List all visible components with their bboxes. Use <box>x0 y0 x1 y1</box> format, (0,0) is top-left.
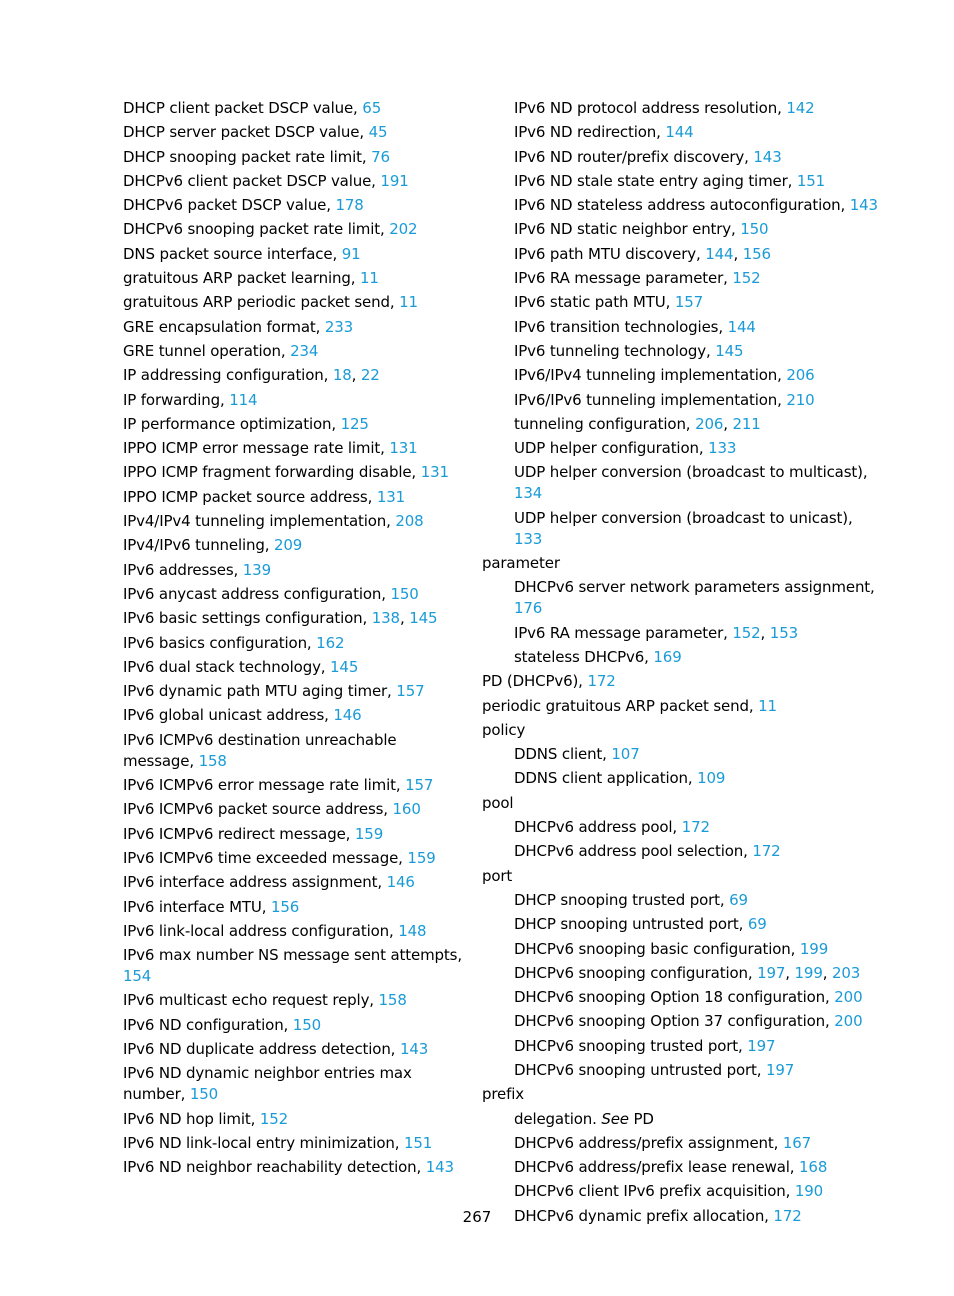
entry-text: IPv6 static path MTU, <box>514 293 675 312</box>
index-entry <box>123 438 468 459</box>
entry-text: DHCP snooping packet rate limit, <box>123 147 372 166</box>
page-link[interactable]: 11 <box>360 269 379 288</box>
page-link[interactable]: 144 <box>705 244 734 263</box>
index-entry <box>482 939 882 960</box>
page-link[interactable]: 172 <box>681 818 710 837</box>
index-heading <box>482 793 882 814</box>
index-entry: IP addressing configuration, 18, 22 <box>123 366 380 385</box>
index-column-right <box>482 98 882 1230</box>
index-heading <box>482 553 882 574</box>
page-link[interactable]: 69 <box>747 915 767 934</box>
entry-text: UDP helper configuration, <box>514 439 709 458</box>
index-entry <box>482 195 882 216</box>
index-entry <box>482 1036 882 1057</box>
page-link[interactable]: 197 <box>765 1060 795 1079</box>
index-entry <box>482 390 882 411</box>
index-entry <box>482 987 882 1008</box>
entry-text: IPv6 interface MTU, <box>123 897 271 916</box>
index-entry <box>123 1063 468 1105</box>
index-entry <box>123 462 468 483</box>
entry-text: IPv6 ND link-local entry minimization, <box>123 1133 405 1152</box>
page-link[interactable]: 150 <box>390 584 419 603</box>
page-link[interactable]: 154 <box>123 967 152 986</box>
page-link[interactable]: 133 <box>708 439 737 458</box>
index-entry <box>482 1133 882 1154</box>
index-entry: IPv6 RA message parameter, 152, 153 <box>514 623 798 642</box>
entry-text: IPv6 ND stateless address autoconfiguration, <box>514 196 850 215</box>
index-entry <box>123 990 468 1011</box>
page-link[interactable]: 152 <box>259 1109 289 1128</box>
index-entry <box>123 584 468 605</box>
page-link[interactable]: 191 <box>380 171 409 190</box>
page-number: 267 <box>462 1208 492 1226</box>
entry-text: port <box>482 866 513 885</box>
index-entry <box>482 647 882 668</box>
page-link[interactable]: 131 <box>376 487 406 506</box>
index-entry <box>482 341 882 362</box>
entry-text: IPv6 addresses, <box>123 560 243 579</box>
page-link[interactable]: 150 <box>292 1015 321 1034</box>
index-entry <box>482 438 882 459</box>
page-link[interactable]: 143 <box>753 147 782 166</box>
page-link[interactable]: 151 <box>404 1133 433 1152</box>
entry-text: IPv6 link-local address configuration, <box>123 921 399 940</box>
page-link[interactable]: 143 <box>849 196 878 215</box>
page-link[interactable]: 172 <box>587 672 616 691</box>
index-entry <box>482 508 882 550</box>
index-entry <box>123 1109 468 1130</box>
page-link[interactable]: 156 <box>270 897 300 916</box>
index-entry <box>123 171 468 192</box>
entry-text: IP performance optimization, <box>123 414 341 433</box>
entry-text: tunneling configuration, <box>514 414 696 433</box>
entry-text: DHCPv6 snooping packet rate limit, <box>123 220 390 239</box>
entry-text: IPv6 basics configuration, <box>123 633 317 652</box>
entry-text: DHCPv6 snooping Option 37 configuration, <box>514 1012 835 1031</box>
entry-text: DHCP server packet DSCP value, <box>123 123 369 142</box>
index-entry <box>123 775 468 796</box>
page-link[interactable]: 199 <box>794 963 823 982</box>
entry-text: IPv6 interface address assignment, <box>123 873 387 892</box>
index-heading <box>482 866 882 887</box>
page-link[interactable]: 150 <box>189 1085 219 1104</box>
page-link[interactable]: 234 <box>290 341 319 360</box>
entry-text: DHCP client packet DSCP value, <box>123 99 363 117</box>
index-entry <box>482 462 882 504</box>
page-link[interactable]: 208 <box>395 512 424 531</box>
page-link[interactable]: 190 <box>794 1182 824 1201</box>
entry-text: gratuitous ARP periodic packet send, <box>123 293 400 312</box>
entry-text: IPv4/IPv4 tunneling implementation, <box>123 512 396 531</box>
index-entry <box>123 872 468 893</box>
page-link[interactable]: 158 <box>198 751 227 770</box>
entry-text: IP addressing configuration, <box>123 366 333 385</box>
index-entry <box>482 817 882 838</box>
index-entry: IPv6 path MTU discovery, 144, 156 <box>514 244 771 263</box>
page-link[interactable]: 109 <box>697 769 726 788</box>
index-entry <box>123 1015 468 1036</box>
index-entry: DHCPv6 snooping configuration, 197, 199, 203 <box>514 963 861 982</box>
entry-text: IPv6 anycast address configuration, <box>123 584 391 603</box>
index-entry <box>123 681 468 702</box>
entry-text: UDP helper conversion (broadcast to unicast), <box>514 508 853 527</box>
entry-text: PD (DHCPv6), <box>482 672 588 691</box>
entry-text: stateless DHCPv6, <box>514 647 654 666</box>
entry-text: IPv4/IPv6 tunneling, <box>123 536 274 555</box>
page-link[interactable]: 203 <box>831 963 861 982</box>
index-column-left <box>123 98 468 1181</box>
index-entry <box>123 657 468 678</box>
entry-text: DHCPv6 snooping untrusted port, <box>514 1060 766 1079</box>
entry-text: IPv6/IPv4 tunneling implementation, <box>514 366 787 385</box>
page-link[interactable]: 143 <box>399 1039 429 1058</box>
page-link[interactable]: 22 <box>360 366 380 385</box>
entry-text: IPPO ICMP error message rate limit, <box>123 439 390 458</box>
page-link[interactable]: 144 <box>665 123 694 142</box>
entry-text: DDNS client, <box>514 745 612 764</box>
page-link[interactable]: 152 <box>732 269 761 288</box>
see-target: PD <box>628 1109 654 1128</box>
entry-text: IPv6 dynamic path MTU aging timer, <box>123 682 397 701</box>
entry-text: IPPO ICMP fragment forwarding disable, <box>123 463 421 482</box>
page-link[interactable]: 131 <box>420 463 449 482</box>
page-link[interactable]: 160 <box>392 800 421 819</box>
entry-text: DHCPv6 address pool selection, <box>514 842 753 861</box>
page-link[interactable]: 157 <box>396 682 425 701</box>
entry-text: DHCPv6 snooping Option 18 configuration, <box>514 988 835 1007</box>
entry-text: IPv6 ICMPv6 time exceeded message, <box>123 848 408 867</box>
page-link[interactable]: 139 <box>242 560 271 579</box>
index-entry <box>482 219 882 240</box>
page-link[interactable]: 134 <box>514 484 543 503</box>
index-entry <box>123 535 468 556</box>
entry-text: IPv6 global unicast address, <box>123 706 334 725</box>
page-link[interactable]: 200 <box>834 988 863 1007</box>
page-link[interactable]: 133 <box>514 529 543 548</box>
index-entry <box>123 1133 468 1154</box>
page-link[interactable]: 172 <box>752 842 781 861</box>
index-entry: IPv6 basic settings configuration, 138, 145 <box>123 609 438 628</box>
entry-text: DHCPv6 client IPv6 prefix acquisition, <box>514 1182 795 1201</box>
page-link[interactable]: 151 <box>796 171 826 190</box>
entry-text: prefix <box>482 1085 525 1104</box>
entry-text: gratuitous ARP packet learning, <box>123 269 361 288</box>
index-heading <box>482 671 882 692</box>
page-link[interactable]: 145 <box>715 341 744 360</box>
entry-text: IPv6 ND neighbor reachability detection, <box>123 1158 426 1177</box>
entry-text: IPv6 RA message parameter, <box>514 269 733 288</box>
entry-text: IPv6 ND redirection, <box>514 123 666 142</box>
page-link[interactable]: 145 <box>409 609 438 628</box>
page-link[interactable]: 45 <box>368 123 388 142</box>
page-link[interactable]: 176 <box>514 599 543 618</box>
page-link[interactable]: 69 <box>729 890 748 909</box>
index-entry <box>123 633 468 654</box>
page-link[interactable]: 142 <box>786 99 815 117</box>
entry-text: IPv6 multicast echo request reply, <box>123 991 379 1010</box>
index-entry <box>482 98 882 119</box>
index-entry <box>123 1157 468 1178</box>
entry-text: IPv6 ICMPv6 error message rate limit, <box>123 776 406 795</box>
entry-text: DHCPv6 snooping trusted port, <box>514 1036 748 1055</box>
entry-text: DDNS client application, <box>514 769 698 788</box>
page-link[interactable]: 211 <box>732 414 761 433</box>
entry-text: DHCPv6 dynamic prefix allocation, <box>514 1206 774 1225</box>
page-link[interactable]: 178 <box>335 196 364 215</box>
index-entry <box>123 414 468 435</box>
page-link[interactable]: 206 <box>786 366 815 385</box>
index-entry <box>123 244 468 265</box>
entry-text: policy <box>482 720 526 739</box>
index-entry <box>123 195 468 216</box>
page-link[interactable]: 131 <box>389 439 418 458</box>
index-entry <box>482 147 882 168</box>
page-link[interactable]: 138 <box>371 609 400 628</box>
page-link[interactable]: 91 <box>341 244 361 263</box>
index-entry <box>123 799 468 820</box>
index-entry <box>482 317 882 338</box>
page-link[interactable]: 107 <box>611 745 640 764</box>
page-link[interactable]: 200 <box>834 1012 863 1031</box>
entry-text: IPv6/IPv6 tunneling implementation, <box>514 390 787 409</box>
index-heading <box>482 720 882 741</box>
entry-text: DHCPv6 address pool, <box>514 818 682 837</box>
entry-text: IPv6 ND duplicate address detection, <box>123 1039 400 1058</box>
entry-text: DHCPv6 snooping basic configuration, <box>514 939 800 958</box>
entry-text: IPv6 dual stack technology, <box>123 657 331 676</box>
entry-text: IPv6 ICMPv6 packet source address, <box>123 800 393 819</box>
index-entry <box>482 268 882 289</box>
index-entry <box>123 560 468 581</box>
entry-text: DHCPv6 packet DSCP value, <box>123 196 336 215</box>
page-link[interactable]: 150 <box>740 220 769 239</box>
entry-text: IPv6 RA message parameter, <box>514 623 733 642</box>
entry-text: DNS packet source interface, <box>123 244 342 263</box>
index-entry <box>123 824 468 845</box>
index-entry <box>123 897 468 918</box>
page-link[interactable]: 206 <box>695 414 724 433</box>
entry-text: GRE encapsulation format, <box>123 317 325 336</box>
page-link[interactable]: 11 <box>758 696 777 715</box>
entry-text: DHCP snooping trusted port, <box>514 890 730 909</box>
index-entry <box>123 390 468 411</box>
index-entry <box>123 1039 468 1060</box>
page-link[interactable]: 11 <box>399 293 418 312</box>
index-entry <box>482 122 882 143</box>
index-entry <box>123 705 468 726</box>
index-entry <box>482 914 882 935</box>
entry-text: DHCPv6 client packet DSCP value, <box>123 171 381 190</box>
index-entry <box>482 841 882 862</box>
entry-text: IPv6 basic settings configuration, <box>123 609 372 628</box>
page-link[interactable]: 157 <box>674 293 703 312</box>
index-entry <box>123 730 468 772</box>
index-entry <box>482 890 882 911</box>
index-entry <box>123 511 468 532</box>
index-entry <box>123 219 468 240</box>
page-link[interactable]: 146 <box>333 706 362 725</box>
entry-text: IPv6 ND router/prefix discovery, <box>514 147 754 166</box>
page-link[interactable]: 146 <box>386 873 415 892</box>
entry-text: DHCPv6 address/prefix lease renewal, <box>514 1158 800 1177</box>
index-entry <box>482 1181 882 1202</box>
entry-text: DHCPv6 address/prefix assignment, <box>514 1133 783 1152</box>
page-link[interactable]: 172 <box>773 1206 802 1225</box>
index-entry <box>482 744 882 765</box>
page-link[interactable]: 156 <box>742 244 771 263</box>
page-link[interactable]: 167 <box>782 1133 812 1152</box>
entry-text: IPv6 ND static neighbor entry, <box>514 220 741 239</box>
entry-text: IPv6 ND configuration, <box>123 1015 293 1034</box>
page-link[interactable]: 197 <box>747 1036 776 1055</box>
index-entry <box>123 268 468 289</box>
page-link[interactable]: 197 <box>757 963 786 982</box>
entry-text: IPv6 ND protocol address resolution, <box>514 99 787 117</box>
entry-text: periodic gratuitous ARP packet send, <box>482 696 759 715</box>
page-link[interactable]: 153 <box>769 623 798 642</box>
page-link[interactable]: 114 <box>229 390 258 409</box>
entry-text: IPv6 ICMPv6 redirect message, <box>123 824 355 843</box>
index-entry <box>123 147 468 168</box>
entry-text: IPv6 ND hop limit, <box>123 1109 260 1128</box>
index-entry <box>123 921 468 942</box>
entry-text: IPv6 ICMPv6 destination unreachable message, <box>123 730 397 770</box>
page-link[interactable]: 144 <box>727 317 756 336</box>
index-entry <box>123 98 468 119</box>
page-link[interactable]: 152 <box>732 623 761 642</box>
page-link[interactable]: 148 <box>398 921 427 940</box>
index-entry <box>482 1157 882 1178</box>
page-link[interactable]: 76 <box>371 147 390 166</box>
entry-text: parameter <box>482 554 560 573</box>
page-link[interactable]: 162 <box>316 633 345 652</box>
index-entry <box>482 1011 882 1032</box>
entry-text: DHCP snooping untrusted port, <box>514 915 748 934</box>
page-link[interactable]: 209 <box>273 536 303 555</box>
entry-text: IPv6 max number NS message sent attempts, <box>123 946 462 965</box>
page-link[interactable]: 145 <box>330 657 359 676</box>
page-link[interactable]: 233 <box>324 317 354 336</box>
entry-text: IPv6 tunneling technology, <box>514 341 716 360</box>
page-link[interactable]: 65 <box>362 99 382 117</box>
page-link[interactable]: 143 <box>425 1158 454 1177</box>
index-heading <box>482 696 882 717</box>
index-entry <box>482 577 882 619</box>
page-link[interactable]: 159 <box>407 848 436 867</box>
page-link[interactable]: 18 <box>332 366 352 385</box>
index-entry <box>482 171 882 192</box>
page-link[interactable]: 159 <box>354 824 384 843</box>
entry-text: GRE tunnel operation, <box>123 341 291 360</box>
entry-text: IPv6 transition technologies, <box>514 317 728 336</box>
index-entry <box>123 317 468 338</box>
index-entry <box>123 292 468 313</box>
entry-text: IP forwarding, <box>123 390 230 409</box>
index-entry <box>123 487 468 508</box>
entry-text: DHCPv6 snooping configuration, <box>514 963 758 982</box>
page-link[interactable]: 158 <box>378 991 407 1010</box>
index-entry <box>123 945 468 987</box>
entry-text: delegation. <box>514 1109 602 1128</box>
page-link[interactable]: 157 <box>405 776 434 795</box>
page-link[interactable]: 199 <box>799 939 829 958</box>
index-entry: tunneling configuration, 206, 211 <box>514 414 761 433</box>
entry-text: DHCPv6 server network parameters assignment, <box>514 578 875 597</box>
page-link[interactable]: 202 <box>389 220 418 239</box>
entry-text: IPPO ICMP packet source address, <box>123 487 377 506</box>
page-link[interactable]: 210 <box>786 390 815 409</box>
entry-text: UDP helper conversion (broadcast to multicast), <box>514 463 868 482</box>
index-heading <box>482 1084 882 1105</box>
index-entry <box>482 768 882 789</box>
entry-text: IPv6 ND dynamic neighbor entries max number, <box>123 1064 412 1104</box>
index-entry <box>482 292 882 313</box>
see-reference: See <box>601 1109 629 1128</box>
index-entry <box>123 341 468 362</box>
index-entry <box>123 848 468 869</box>
page-link[interactable]: 169 <box>653 647 682 666</box>
entry-text: IPv6 ND stale state entry aging timer, <box>514 171 797 190</box>
index-entry <box>482 1109 882 1130</box>
index-entry <box>482 365 882 386</box>
entry-text: IPv6 path MTU discovery, <box>514 244 706 263</box>
page-link[interactable]: 125 <box>340 414 369 433</box>
index-entry <box>482 1060 882 1081</box>
page-link[interactable]: 168 <box>799 1158 828 1177</box>
index-entry <box>123 122 468 143</box>
entry-text: pool <box>482 793 514 812</box>
